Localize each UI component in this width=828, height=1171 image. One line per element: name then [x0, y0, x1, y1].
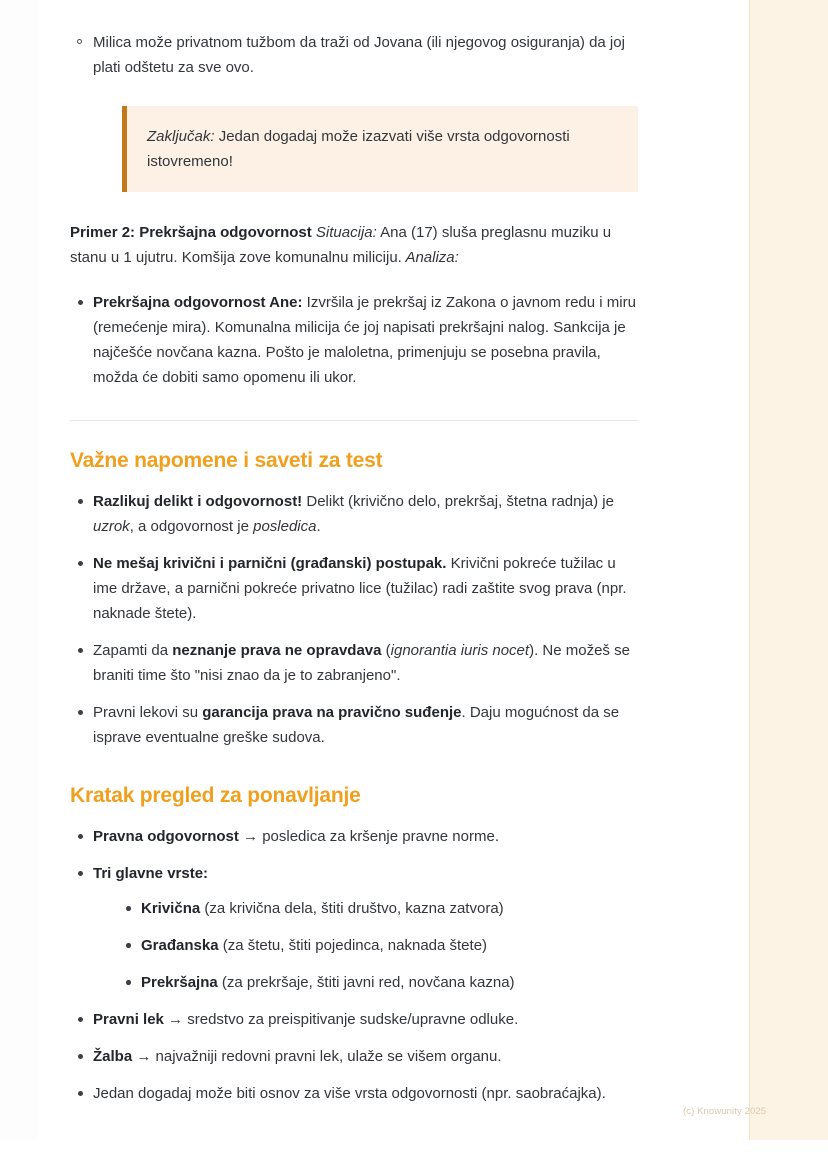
- run-text: Jedan dogadaj može biti osnov za više vrsta odgovornosti (npr. saobraćajka).: [93, 1085, 606, 1102]
- list-item-text: Milica može privatnom tužbom da traži od Jovana (ili njegovog osiguranja) da joj plati odštetu za sve ovo.: [93, 34, 625, 76]
- review-list: [70, 824, 638, 1106]
- list-item: [70, 1007, 638, 1032]
- run-text: (za krivična dela, štiti društvo, kazna zatvora): [200, 900, 504, 917]
- run-text: Krivični pokreće tužilac u ime države, a parnični pokreće privatno lice (tužilac) radi zaštite svog prava (npr. naknade štete).: [93, 555, 627, 622]
- run-bold: Pravni lek: [93, 1011, 164, 1028]
- list-item: [118, 933, 638, 958]
- run-bold: neznanje prava ne opravdava: [172, 642, 382, 659]
- run-bold: Prekršajna: [141, 974, 218, 991]
- run-text: (: [381, 642, 391, 659]
- run-bold: Razlikuj delikt i odgovornost!: [93, 493, 303, 510]
- callout-text: Jedan dogadaj može izazvati više vrsta odgovornosti istovremeno!: [147, 128, 570, 170]
- list-item: [70, 638, 638, 688]
- document-content: [70, 30, 638, 1118]
- example-2-situation-label: Situacija:: [311, 224, 377, 241]
- list-item: [70, 700, 638, 750]
- run-italic: uzrok: [93, 518, 130, 535]
- section-divider: [70, 420, 638, 421]
- run-bold: Ne mešaj krivični i parnični (građanski) postupak.: [93, 555, 447, 572]
- list-item: [70, 489, 638, 539]
- list-item-lead: Prekršajna odgovornost Ane:: [93, 294, 303, 311]
- list-item: [70, 1081, 638, 1106]
- list-item: [70, 824, 638, 849]
- list-item: [70, 290, 638, 390]
- notes-list: [70, 489, 638, 750]
- run-text: → posledica za kršenje pravne norme.: [238, 828, 499, 845]
- list-item-text: Izvršila je prekršaj iz Zakona o javnom redu i miru (remećenje mira). Komunalna milicija će joj napisati prekršajni nalog. Sankcija je najčešće novčana kazna. Pošto je maloletna, primenjuju se posebna pravila, možda će dobiti samo opomenu ili ukor.: [93, 294, 636, 386]
- run-bold: Tri glavne vrste:: [93, 865, 209, 882]
- list-item: [70, 1044, 638, 1069]
- run-text: , a odgovornost je: [129, 518, 254, 535]
- run-text: → sredstvo za preispitivanje sudske/upravne odluke.: [163, 1011, 519, 1028]
- run-text: → najvažniji redovni pravni lek, ulaže se višem organu.: [132, 1048, 502, 1065]
- example-2-paragraph: [70, 220, 638, 270]
- list-item: [70, 551, 638, 626]
- run-bold: Žalba: [93, 1048, 133, 1065]
- run-italic: ignorantia iuris nocet: [390, 642, 530, 659]
- example-2-title: Primer 2: Prekršajna odgovornost: [70, 224, 312, 241]
- run-bold: Građanska: [141, 937, 219, 954]
- run-text: Pravni lekovi su: [93, 704, 203, 721]
- run-text: .: [316, 518, 321, 535]
- run-text: Delikt (krivično delo, prekršaj, štetna radnja) je: [302, 493, 614, 510]
- callout-label: Zaključak:: [147, 128, 215, 145]
- list-item: [118, 896, 638, 921]
- run-bold: Pravna odgovornost: [93, 828, 239, 845]
- run-text: (za štetu, štiti pojedinca, naknada štete): [218, 937, 488, 954]
- run-bold: Krivična: [141, 900, 201, 917]
- run-bold: garancija prava na pravično suđenje: [202, 704, 462, 721]
- bottom-margin-strip: [0, 1140, 828, 1171]
- run-text: ). Ne možeš se braniti time što "nisi znao da je to zabranjeno".: [93, 642, 630, 684]
- list-item: [70, 30, 638, 80]
- section-heading-review: Kratak pregled za ponavljanje: [70, 784, 361, 807]
- example-2-situation-text: Ana (17) sluša preglasnu muziku u stanu u 1 ujutru. Komšija zove komunalnu miliciju.: [70, 224, 612, 266]
- run-text: (za prekršaje, štiti javni red, novčana kazna): [217, 974, 515, 991]
- run-text: Zapamti da: [93, 642, 173, 659]
- conclusion-callout: [122, 106, 638, 192]
- example-2-bullets: [70, 290, 638, 390]
- run-text: . Daju mogućnost da se isprave eventualne greške sudova.: [93, 704, 620, 746]
- example-2-analysis-label: Analiza:: [401, 249, 459, 266]
- copyright-footer: (c) Knowunity 2025: [683, 1106, 767, 1117]
- right-decorative-band: [750, 0, 828, 1140]
- nested-list: [118, 896, 638, 995]
- list-item: [118, 970, 638, 995]
- section-heading-notes: Važne napomene i saveti za test: [70, 449, 383, 472]
- list-item: [70, 861, 638, 995]
- run-italic: posledica: [253, 518, 317, 535]
- top-sublist: [70, 30, 638, 80]
- left-margin-strip: [0, 0, 38, 1171]
